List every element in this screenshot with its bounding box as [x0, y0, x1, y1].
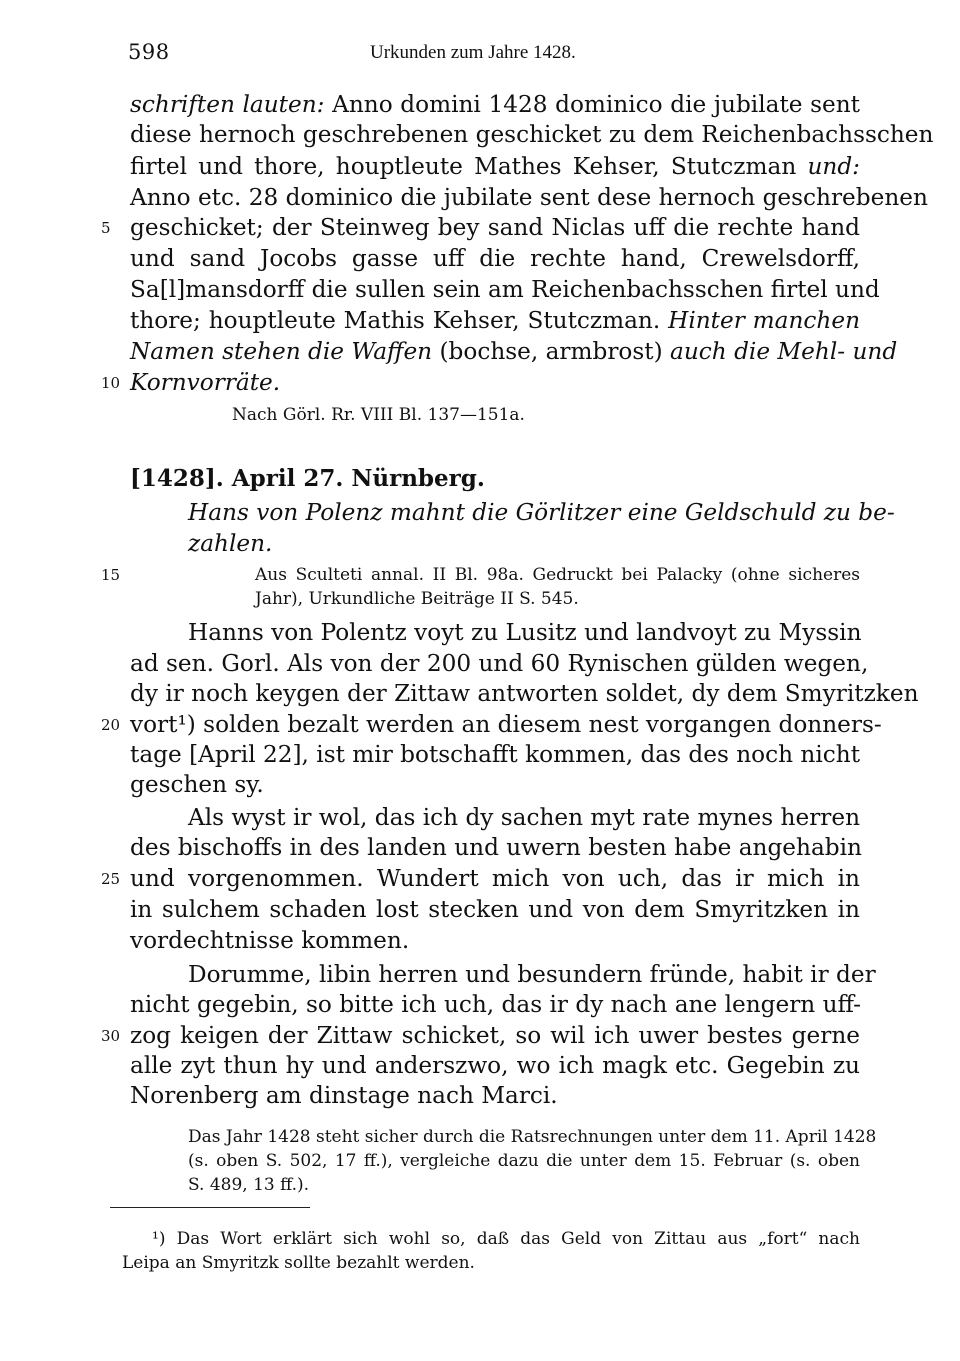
text-line: Dorumme, libin herren und besundern fründe, habit ir der [188, 961, 876, 988]
source-note: Aus Sculteti annal. II Bl. 98a. Gedruckt bei Palacky (ohne sicheres [255, 565, 860, 585]
text-line: Anno etc. 28 dominico die jubilate sent dese hernoch geschrebenen [130, 184, 928, 211]
text-line: zog keigen der Zittaw schicket, so wil ich uwer bestes gerne [130, 1022, 860, 1049]
text-line: thore; houptleute Mathis Kehser, Stutczman. Hinter manchen [130, 307, 861, 334]
running-head: Urkunden zum Jahre 1428. [370, 42, 576, 63]
text-line: vordechtnisse kommen. [130, 927, 410, 954]
document-summary: Hans von Polenz mahnt die Görlitzer eine Geldschuld zu be- [188, 499, 895, 526]
text-line: alle zyt thun hy und anderszwo, wo ich magk etc. Gegebin zu [130, 1052, 860, 1079]
text-line: Sa[l]mansdorff die sullen sein am Reichenbachsschen firtel und [130, 276, 880, 303]
line-number: 15 [101, 566, 121, 584]
source-note: Jahr), Urkundliche Beiträge II S. 545. [255, 589, 579, 609]
footnote-rule [110, 1207, 310, 1208]
line-number: 5 [101, 219, 111, 237]
text-line: geschen sy. [130, 771, 264, 798]
footnote: ¹) Das Wort erklärt sich wohl so, daß das Geld von Zittau aus „fort“ nach [152, 1229, 860, 1249]
text-line: des bischoffs in des landen und uwern besten habe angehabin [130, 834, 862, 861]
text-line: vort¹) solden bezalt werden an diesem nest vorgangen donners- [130, 711, 882, 738]
text-line: ad sen. Gorl. Als von der 200 und 60 Rynischen gülden wegen, [130, 650, 869, 677]
text-line: und vorgenommen. Wundert mich von uch, das ir mich in [130, 865, 860, 892]
text-line: Kornvorräte. [130, 369, 281, 396]
source-note: Nach Görl. Rr. VIII Bl. 137—151a. [232, 405, 525, 425]
text-line: diese hernoch geschrebenen geschicket zu dem Reichenbachsschen [130, 121, 934, 148]
line-number: 10 [101, 374, 121, 392]
document-heading: [1428]. April 27. Nürnberg. [130, 465, 485, 492]
editorial-note: Das Jahr 1428 steht sicher durch die Ratsrechnungen unter dem 11. April 1428 [188, 1127, 877, 1147]
text-line: Als wyst ir wol, das ich dy sachen myt rate mynes herren [188, 804, 861, 831]
page-number: 598 [128, 40, 170, 64]
text-line: nicht gegebin, so bitte ich uch, das ir dy nach ane lengern uff- [130, 991, 862, 1018]
line-number: 30 [101, 1027, 121, 1045]
line-number: 25 [101, 870, 121, 888]
page-header [128, 40, 858, 70]
text-line: in sulchem schaden lost stecken und von dem Smyritzken in [130, 896, 860, 923]
text-line: tage [April 22], ist mir botschafft kommen, das des noch nicht [130, 741, 861, 768]
editorial-note: (s. oben S. 502, 17 ff.), vergleiche dazu die unter dem 15. Februar (s. oben [188, 1151, 860, 1171]
text-line: Hanns von Polentz voyt zu Lusitz und landvoyt zu Myssin [188, 619, 862, 646]
text-line: Namen stehen die Waffen (bochse, armbrost) auch die Mehl- und [130, 338, 898, 365]
text-line: geschicket; der Steinweg bey sand Niclas uff die rechte hand [130, 214, 860, 241]
text-line: schriften lauten: Anno domini 1428 dominico die jubilate sent [130, 91, 860, 118]
document-summary: zahlen. [188, 530, 273, 557]
text-line: Norenberg am dinstage nach Marci. [130, 1082, 558, 1109]
text-line: firtel und thore, houptleute Mathes Kehser, Stutczman und: [130, 153, 860, 180]
editorial-note: S. 489, 13 ff.). [188, 1175, 310, 1195]
text-line: dy ir noch keygen der Zittaw antworten soldet, dy dem Smyritzken [130, 680, 919, 707]
line-number: 20 [101, 716, 121, 734]
text-line: und sand Jocobs gasse uff die rechte hand, Crewelsdorff, [130, 245, 860, 272]
footnote: Leipa an Smyritzk sollte bezahlt werden. [122, 1253, 475, 1273]
